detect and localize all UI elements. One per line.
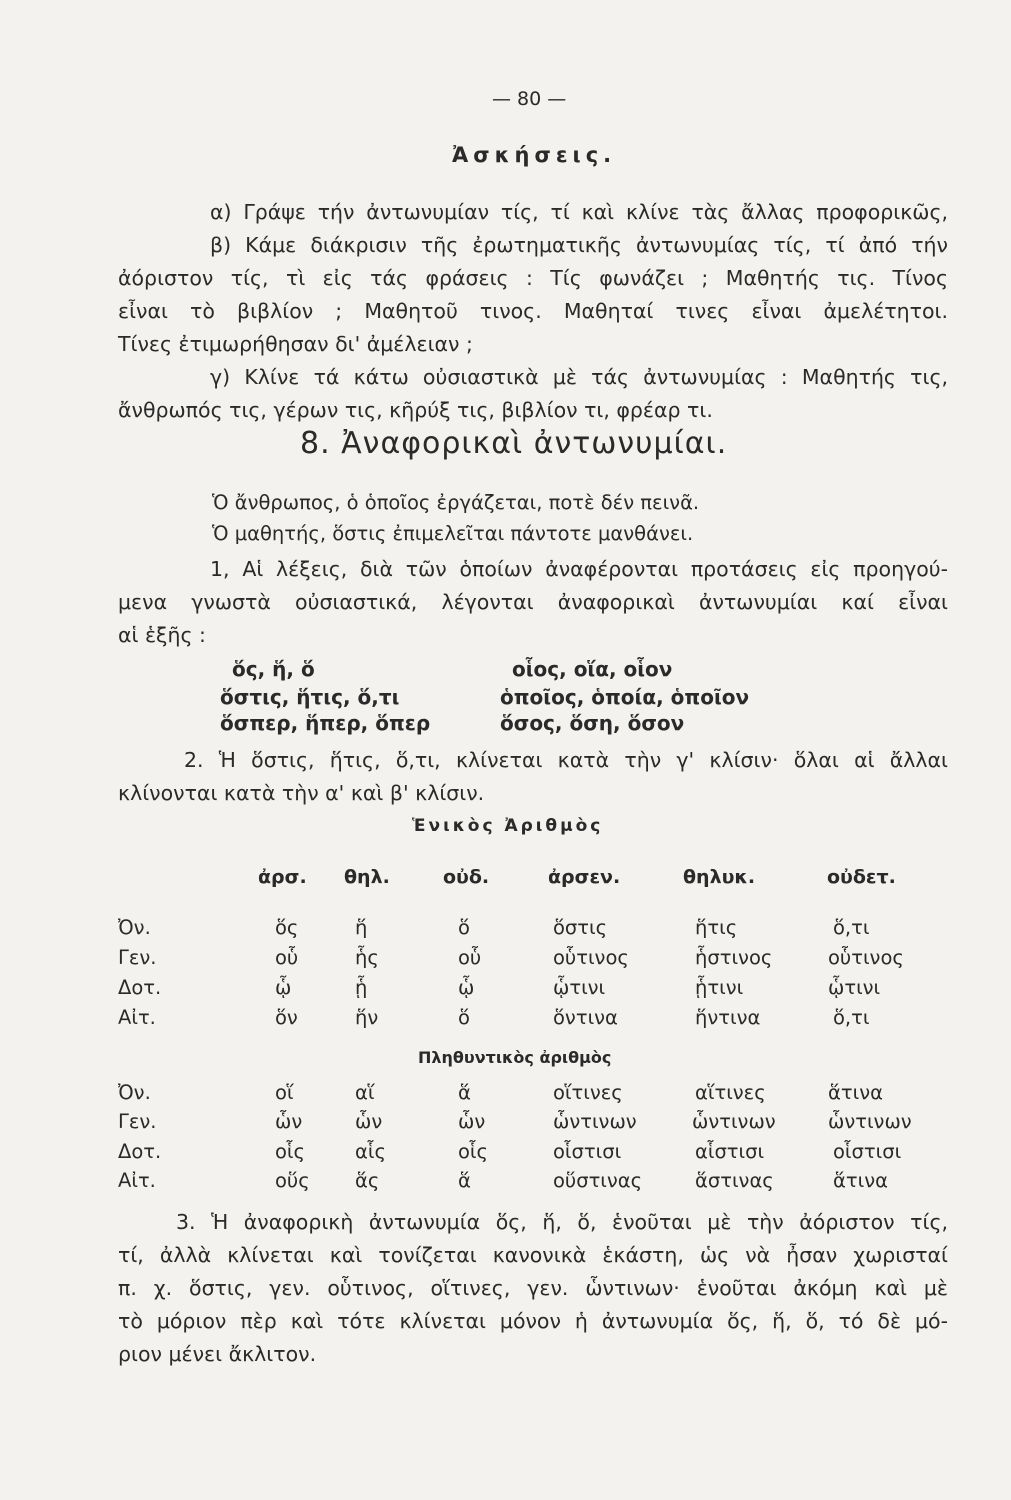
case-label: Δοτ. [118, 1140, 162, 1163]
table-cell: ἅ [458, 1169, 471, 1192]
case-label: Δοτ. [118, 976, 162, 999]
table-cell: ᾧτινι [828, 976, 881, 999]
table-cell: ὧν [458, 1110, 486, 1133]
case-label: Γεν. [118, 1110, 157, 1133]
exercise-line: α) Γράψε τήν ἀντωνυμίαν τίς, τί καὶ κλίνε τὰς ἄλλας προφορικῶς, [210, 200, 948, 224]
page-number: — 80 — [492, 88, 567, 110]
exercise-line: Τίνες ἐτιμωρήθησαν δι' ἀμέλειαν ; [118, 332, 473, 356]
table-cell: οὕς [275, 1169, 310, 1192]
exercise-line: ἄνθρωπός τις, γέρων τις, κῆρύξ τις, βιβλίον τι, φρέαρ τι. [118, 398, 713, 422]
table-cell: ὅν [275, 1006, 298, 1029]
table-cell: ὅ [458, 1006, 470, 1029]
column-header: θηλυκ. [683, 866, 756, 888]
paragraph-line: 2. Ἡ ὅστις, ἥτις, ὅ,τι, κλίνεται κατὰ τὴν γ' κλίσιν· ὅλαι αἱ ἄλλαι [184, 748, 948, 772]
table-cell: ἅτινα [833, 1169, 888, 1192]
table-cell: οἷστισι [553, 1140, 622, 1163]
exercise-line: β) Κάμε διάκρισιν τῆς ἐρωτηματικῆς ἀντωνυμίας τίς, τί ἀπό τήν [210, 233, 948, 257]
exercises-block [118, 196, 948, 427]
table-cell: οἷστισι [833, 1140, 902, 1163]
section-title: 8. Ἀναφορικαὶ ἀντωνυμίαι. [300, 426, 728, 461]
table-cell: οἷς [275, 1140, 305, 1163]
table-cell: οὗ [458, 946, 482, 969]
table-cell: αἷς [355, 1140, 386, 1163]
table-cell: ἥτις [695, 916, 738, 939]
paragraph-line: π. χ. ὅστις, γεν. οὗτινος, οἵτινες, γεν. ὧντινων· ἑνοῦται ἀκόμη καὶ μὲ [118, 1276, 948, 1300]
table-cell: ᾧ [275, 976, 292, 999]
pronoun-right: ὁποῖος, ὁποία, ὁποῖον [500, 685, 750, 709]
table-cell: ὧντινων [692, 1110, 776, 1133]
paragraph-line: 3. Ἡ ἀναφορικὴ ἀντωνυμία ὅς, ἥ, ὅ, ἑνοῦται μὲ τὴν ἀόριστον τίς, [176, 1210, 948, 1234]
table-cell: ὅς [275, 916, 299, 939]
paragraph-2 [118, 744, 948, 810]
table-cell: ἅ [458, 1081, 471, 1104]
exercise-line: εἶναι τὸ βιβλίον ; Μαθητοῦ τινος. Μαθηταί τινες εἶναι ἀμελέτητοι. [118, 299, 948, 323]
table-cell: ὧντινων [828, 1110, 912, 1133]
table-cell: ὧντινων [553, 1110, 637, 1133]
table-cell: ἅς [355, 1169, 380, 1192]
case-label: Αἰτ. [118, 1006, 156, 1029]
paragraph-line: τί, ἀλλὰ κλίνεται καὶ τονίζεται κανονικὰ ἑκάστη, ὡς νὰ ἦσαν χωρισταί [118, 1243, 948, 1267]
table-cell: ἅτινα [828, 1081, 883, 1104]
pronoun-left: ὅστις, ἥτις, ὅ,τι [220, 685, 400, 709]
table-cell: ὅντινα [553, 1006, 618, 1029]
table-cell: αἷστισι [695, 1140, 765, 1163]
exercises-title: Ἀσκήσεις. [452, 143, 617, 167]
table-cell: ᾧτινι [553, 976, 606, 999]
table-cell: οἷς [458, 1140, 488, 1163]
paragraph-line: μενα γνωστὰ οὐσιαστικά, λέγονται ἀναφορικαὶ ἀντωνυμίαι καί εἶναι [118, 590, 948, 614]
column-header: οὐδ. [443, 866, 490, 888]
case-label: Γεν. [118, 946, 157, 969]
table-cell: αἵ [355, 1081, 375, 1104]
column-header: θηλ. [344, 866, 390, 888]
table-cell: ᾗ [355, 976, 368, 999]
table-cell: ἥντινα [695, 1006, 761, 1029]
table-cell: ἧς [355, 946, 379, 969]
pronoun-right: οἷος, οἵα, οἷον [512, 657, 673, 681]
column-header: οὐδετ. [827, 866, 896, 888]
example-line: Ὁ ἄνθρωπος, ὁ ὁποῖος ἐργάζεται, ποτὲ δέν πεινᾶ. [212, 491, 700, 514]
table-cell: ὅ,τι [833, 1006, 870, 1029]
table-cell: ᾧ [458, 976, 475, 999]
table-cell: ἥ [355, 916, 368, 939]
pronoun-left: ὅσπερ, ἥπερ, ὅπερ [220, 711, 431, 735]
table-cell: ἧστινος [695, 946, 773, 969]
pronoun-right: ὅσος, ὅση, ὅσον [500, 711, 685, 735]
table-cell: οὗτινος [553, 946, 629, 969]
table-cell: ὅστις [553, 916, 608, 939]
exercise-line: γ) Κλίνε τά κάτω οὐσιαστικὰ μὲ τάς ἀντωνυμίας : Μαθητής τις, [210, 365, 948, 389]
example-line: Ὁ μαθητής, ὅστις ἐπιμελεῖται πάντοτε μανθάνει. [212, 522, 694, 545]
table-cell: οὗτινος [828, 946, 904, 969]
table-cell: ὅ,τι [833, 916, 870, 939]
pronoun-left: ὅς, ἥ, ὅ [232, 657, 315, 681]
table-cell: οἵ [275, 1081, 294, 1104]
paragraph-3 [118, 1206, 948, 1371]
column-header: ἀρσεν. [548, 866, 621, 888]
singular-title: Ἑνικὸς Ἀριθμὸς [412, 816, 604, 836]
paragraph-line: 1, Αἱ λέξεις, διὰ τῶν ὁποίων ἀναφέρονται προτάσεις εἰς προηγού- [210, 557, 948, 581]
paragraph-1 [118, 553, 948, 652]
plural-title: Πληθυντικὸς ἀριθμὸς [418, 1048, 612, 1067]
table-cell: οὕστινας [553, 1169, 643, 1192]
paragraph-line: αἱ ἑξῆς : [118, 623, 206, 647]
paragraph-line: τὸ μόριον πὲρ καὶ τότε κλίνεται μόνον ἡ ἀντωνυμία ὅς, ἥ, ὅ, τό δὲ μό- [118, 1309, 948, 1333]
table-cell: ἅστινας [695, 1169, 774, 1192]
exercise-line: ἀόριστον τίς, τὶ εἰς τάς φράσεις : Τίς φωνάζει ; Μαθητής τις. Τίνος [118, 266, 948, 290]
column-header: ἀρσ. [258, 866, 307, 888]
table-cell: αἵτινες [695, 1081, 766, 1104]
case-label: Αἰτ. [118, 1169, 156, 1192]
table-cell: ὧν [355, 1110, 383, 1133]
paragraph-line: ριον μένει ἄκλιτον. [118, 1342, 317, 1366]
table-cell: ὧν [275, 1110, 303, 1133]
table-cell: ὅ [458, 916, 470, 939]
case-label: Ὀν. [118, 916, 151, 939]
table-cell: ᾗτινι [695, 976, 744, 999]
table-cell: οἵτινες [553, 1081, 623, 1104]
table-cell: οὗ [275, 946, 299, 969]
case-label: Ὀν. [118, 1081, 151, 1104]
table-cell: ἥν [355, 1006, 379, 1029]
paragraph-line: κλίνονται κατὰ τὴν α' καὶ β' κλίσιν. [118, 781, 485, 805]
